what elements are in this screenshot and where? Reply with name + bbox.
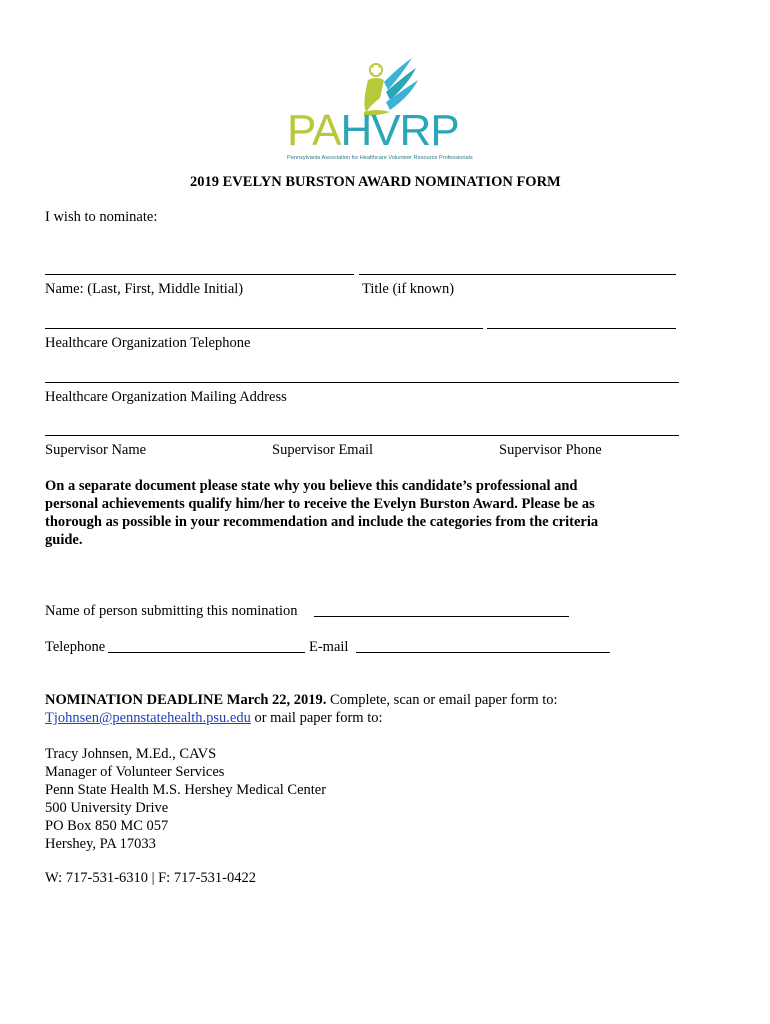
supervisor-name-label: Supervisor Name: [45, 442, 147, 458]
telephone-field[interactable]: [108, 652, 305, 653]
contact-line: Hershey, PA 17033: [45, 836, 156, 852]
name-field[interactable]: [45, 274, 354, 275]
org-telephone-label: Healthcare Organization Telephone: [45, 335, 251, 351]
submission-email-link[interactable]: Tjohnsen@pennstatehealth.psu.edu: [45, 710, 251, 726]
telephone-label: Telephone: [45, 639, 106, 655]
deadline-after-email: or mail paper form to:: [250, 710, 383, 726]
name-label: Name: (Last, First, Middle Initial): [45, 281, 244, 297]
logo-wordmark: [287, 107, 459, 155]
contact-line: Tracy Johnsen, M.Ed., CAVS: [45, 746, 217, 762]
supervisor-field[interactable]: [45, 435, 679, 436]
org-field[interactable]: [45, 328, 483, 329]
deadline-rest: Complete, scan or email paper form to:: [326, 692, 558, 708]
submitter-label: Name of person submitting this nomination: [45, 603, 298, 619]
logo-text-pa: PA: [287, 106, 341, 155]
intro-text: I wish to nominate:: [45, 209, 158, 225]
contact-line: 500 University Drive: [45, 800, 169, 816]
deadline-line: [45, 692, 558, 709]
org-address-label: Healthcare Organization Mailing Address: [45, 389, 287, 405]
contact-address: [45, 745, 326, 853]
supervisor-phone-label: Supervisor Phone: [499, 442, 602, 458]
org-telephone-field[interactable]: [487, 328, 676, 329]
org-address-field[interactable]: [45, 382, 679, 383]
instructions-text: On a separate document please state why you believe this candidate’s professional and personal achievements qualify him/her to receive the Evelyn Burston Award. Please be as thorough as possible in your recommendation and include the categories from the criteria guide.: [45, 478, 599, 548]
pahvrp-logo: [280, 52, 492, 168]
title-label: Title (if known): [362, 281, 455, 297]
title-field[interactable]: [359, 274, 676, 275]
deadline-bold: NOMINATION DEADLINE March 22, 2019.: [45, 692, 327, 708]
form-title: 2019 EVELYN BURSTON AWARD NOMINATION FORM: [190, 174, 561, 190]
logo-subtitle: Pennsylvania Association for Healthcare Volunteer Resource Professionals: [287, 155, 473, 161]
email-label: E-mail: [309, 639, 349, 655]
email-field[interactable]: [356, 652, 610, 653]
contact-phone-fax: W: 717-531-6310 | F: 717-531-0422: [45, 870, 256, 886]
contact-line: Manager of Volunteer Services: [45, 764, 225, 780]
supervisor-email-label: Supervisor Email: [272, 442, 374, 458]
submitter-field[interactable]: [314, 616, 569, 617]
contact-line: Penn State Health M.S. Hershey Medical Center: [45, 782, 327, 798]
logo-text-hvrp: HVRP: [340, 106, 459, 155]
deadline-email-line: [45, 710, 383, 727]
contact-line: PO Box 850 MC 057: [45, 818, 169, 834]
